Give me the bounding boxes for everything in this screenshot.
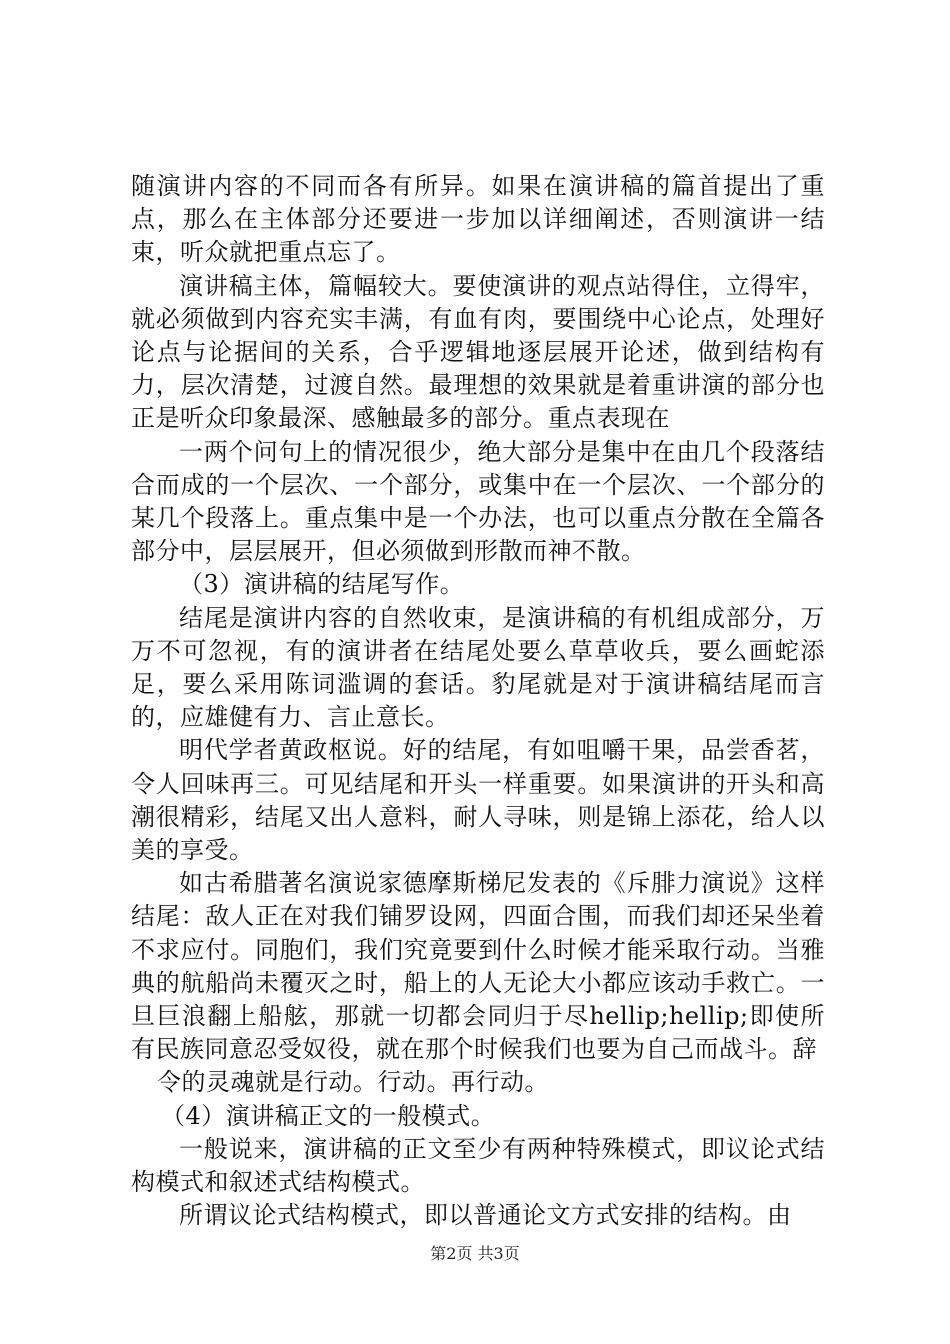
paragraph-demosthenes-example: 如古希腊著名演说家德摩斯梯尼发表的《斥腓力演说》这样结尾：敌人正在对我们铺罗设网，四面合围，而我们却还呆坐着不求应付。同胞们，我们究竟要到什么时候才能采取行动。当雅典的航船尚未覆灭之时，船上的人无论大小都应该动手救亡。一旦巨浪翻上船舷，那就一切都会同归于尽hellip;hellip;即使所有民族同意忍受奴役，就在那个时候我们也要为自己而战斗。辞: [131, 869, 825, 1064]
section-heading-ending: （3）演讲稿的结尾写作。: [179, 570, 465, 599]
paragraph-emphasis: 一两个问句上的情况很少，绝大部分是集中在由几个段落结合而成的一个层次、一个部分，或集中在一个层次、一个部分的某几个段落上。重点集中是一个办法，也可以重点分散在全篇各部分中，层层展开，但必须做到形散而神不散。: [131, 437, 825, 566]
paragraph-two-models: 一般说来，演讲稿的正文至少有两种特殊模式，即议论式结构模式和叙述式结构模式。: [131, 1134, 825, 1197]
document-body: [131, 170, 825, 1233]
page-number-footer: 第2页 共3页: [430, 1244, 520, 1263]
section-heading-model: （4）演讲稿正文的一般模式。: [161, 1101, 496, 1130]
paragraph-argument-model: 所谓议论式结构模式，即以普通论文方式安排的结构。由: [179, 1201, 792, 1230]
paragraph-main-body: 演讲稿主体，篇幅较大。要使演讲的观点站得住，立得牢，就必须做到内容充实丰满，有血有肉，要围绕中心论点，处理好论点与论据间的关系，合乎逻辑地逐层展开论述，做到结构有力，层次清楚，过渡自然。最理想的效果就是着重讲演的部分也正是听众印象最深、感触最多的部分。重点表现在: [131, 271, 825, 433]
paragraph-huang-quote: 明代学者黄政枢说。好的结尾，有如咀嚼干果，品尝香茗，令人回味再三。可见结尾和开头一样重要。如果演讲的开头和高潮很精彩，结尾又出人意料，耐人寻味，则是锦上添花，给人以美的享受。: [131, 736, 825, 865]
paragraph-action: 令的灵魂就是行动。行动。再行动。: [157, 1068, 549, 1097]
paragraph-continuation: 随演讲内容的不同而各有所异。如果在演讲稿的篇首提出了重点，那么在主体部分还要进一步加以详细阐述，否则演讲一结束，听众就把重点忘了。: [131, 172, 825, 267]
paragraph-ending-intro: 结尾是演讲内容的自然收束，是演讲稿的有机组成部分，万万不可忽视，有的演讲者在结尾处要么草草收兵，要么画蛇添足，要么采用陈词滥调的套话。豹尾就是对于演讲稿结尾而言的，应雄健有力、言止意长。: [131, 603, 825, 732]
